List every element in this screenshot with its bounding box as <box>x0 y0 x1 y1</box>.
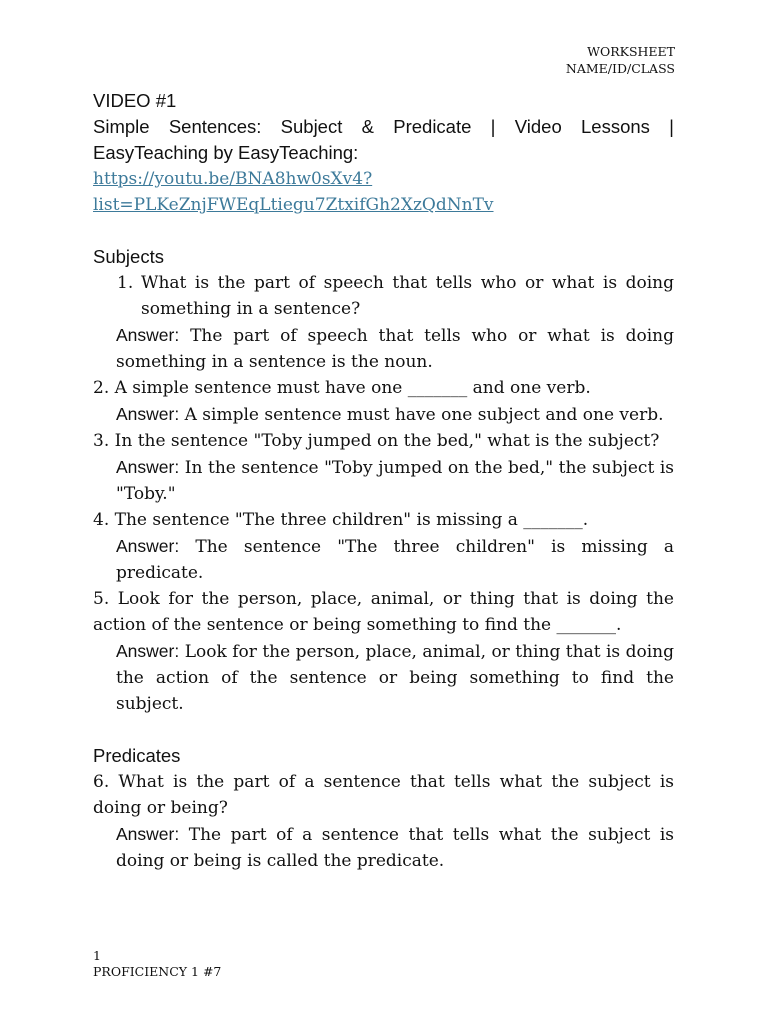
answer-label: Answer: <box>116 457 180 477</box>
question-5: 5. Look for the person, place, animal, or thing that is doing the action of the sentence or being something to find the _______. <box>93 589 674 635</box>
question-4: 4. The sentence "The three children" is missing a _______. <box>93 510 589 530</box>
answer-text: The sentence "The three children" is missing a predicate. <box>116 537 674 583</box>
answer-label: Answer: <box>116 824 180 844</box>
answer-text: Look for the person, place, animal, or thing that is doing the action of the sentence or being something to find the subject. <box>116 642 675 714</box>
answer-text: In the sentence "Toby jumped on the bed," the subject is "Toby." <box>116 458 674 504</box>
page-number: 1 <box>93 948 101 963</box>
page-footer <box>93 948 221 980</box>
spacer <box>93 218 674 244</box>
section-title-subjects: Subjects <box>93 246 164 267</box>
answer-text: The part of speech that tells who or what is doing something in a sentence is the noun. <box>116 326 674 372</box>
question-2: 2. A simple sentence must have one _______ and one verb. <box>93 378 591 398</box>
document-body <box>93 88 674 874</box>
header-name-id-class: NAME/ID/CLASS <box>565 61 675 76</box>
question-text: What is the part of speech that tells who or what is doing something in a sentence? <box>141 273 674 319</box>
answer-1 <box>93 322 674 375</box>
answer-4 <box>93 533 674 586</box>
video-link[interactable] <box>93 166 674 218</box>
answer-6 <box>93 821 674 874</box>
question-6: 6. What is the part of a sentence that tells what the subject is doing or being? <box>93 772 674 818</box>
answer-text: The part of a sentence that tells what the subject is doing or being is called the predicate. <box>116 825 675 871</box>
answer-3 <box>93 454 674 507</box>
question-number: 1. <box>117 273 134 293</box>
answer-text: A simple sentence must have one subject and one verb. <box>184 405 664 425</box>
section-title-predicates: Predicates <box>93 745 181 766</box>
page-header <box>566 43 675 77</box>
footer-label: PROFICIENCY 1 #7 <box>93 964 222 979</box>
answer-2 <box>93 401 674 428</box>
question-3: 3. In the sentence "Toby jumped on the bed," what is the subject? <box>93 431 660 451</box>
header-worksheet: WORKSHEET <box>587 44 675 59</box>
video-title: Simple Sentences: Subject & Predicate | Video Lessons | EasyTeaching by EasyTeaching: <box>93 116 674 163</box>
answer-label: Answer: <box>116 536 180 556</box>
video-label: VIDEO #1 <box>93 90 177 111</box>
answer-5 <box>93 638 674 717</box>
video-link-line1[interactable]: https://youtu.be/BNA8hw0sXv4? <box>93 169 373 189</box>
video-link-line2[interactable]: list=PLKeZnjFWEqLtiegu7ZtxifGh2XzQdNnTv <box>93 195 494 215</box>
answer-label: Answer: <box>116 325 180 345</box>
question-1 <box>93 270 674 322</box>
answer-label: Answer: <box>116 641 180 661</box>
spacer <box>93 717 674 743</box>
answer-label: Answer: <box>116 404 180 424</box>
